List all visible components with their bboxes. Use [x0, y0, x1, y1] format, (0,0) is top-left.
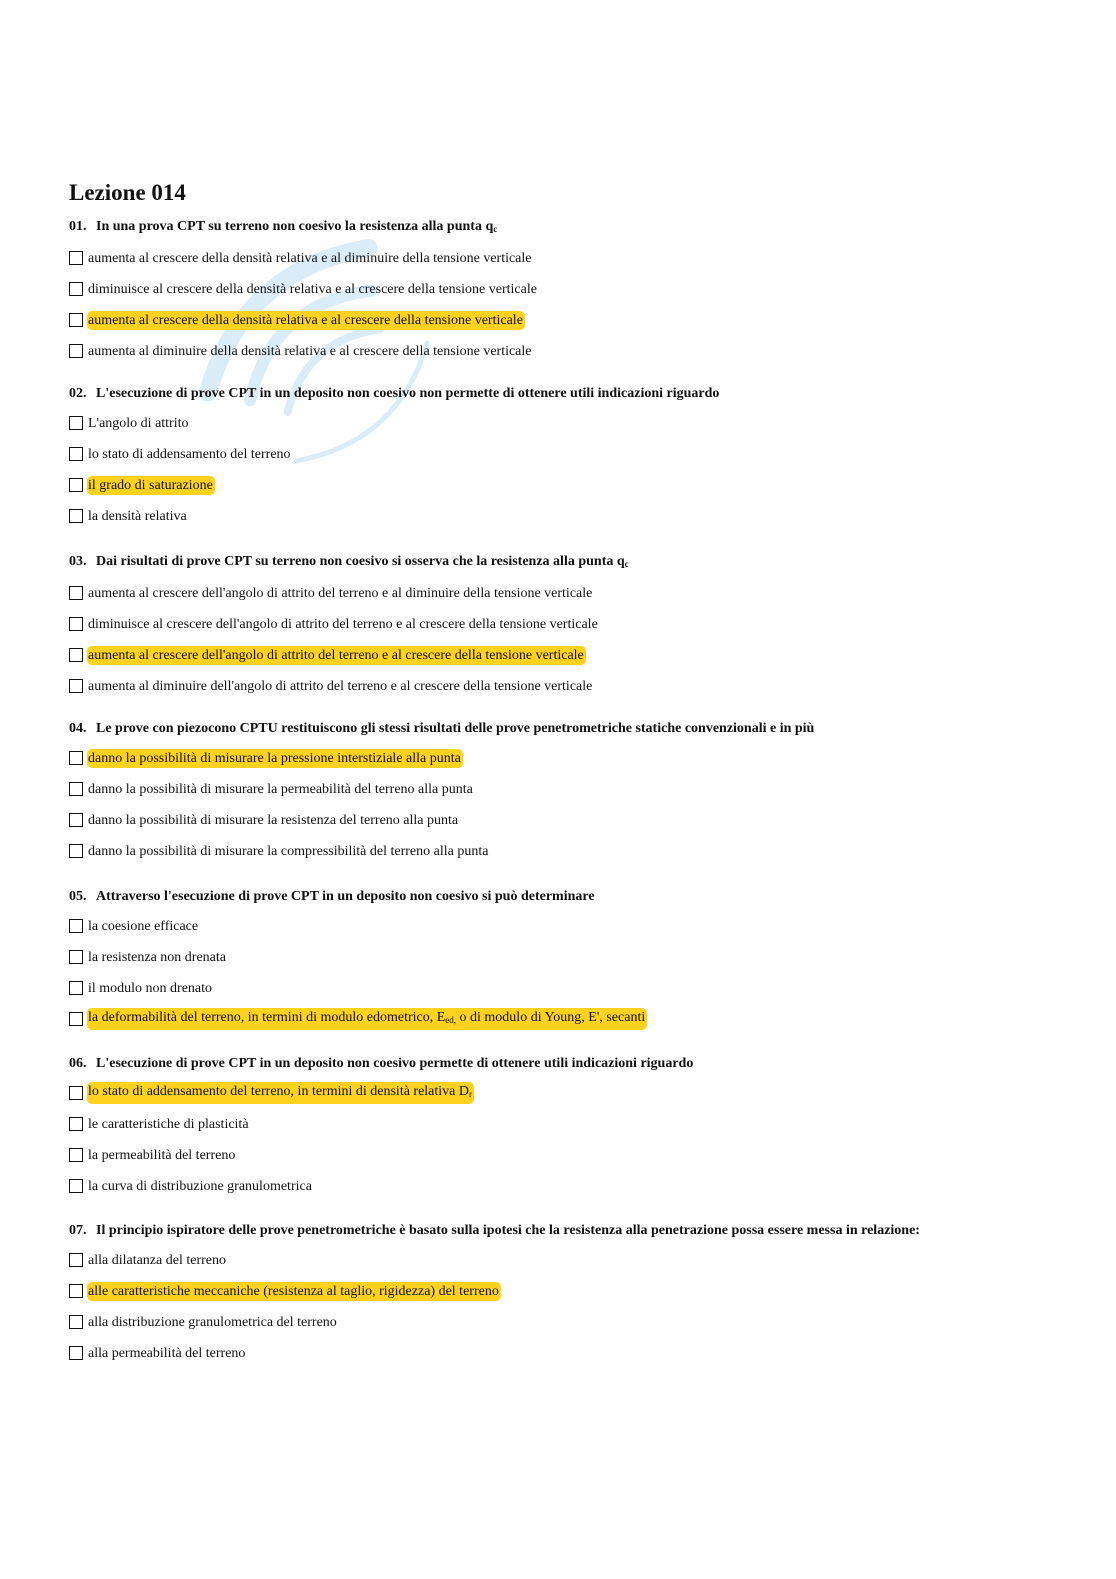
question-text [69, 218, 1069, 238]
question-07 [69, 1222, 1069, 1363]
answer-label: la permeabilità del terreno [88, 1147, 236, 1163]
question-01 [69, 218, 1069, 361]
answer-label: danno la possibilità di misurare la pressione interstiziale alla punta [88, 750, 461, 766]
question-label: Il principio ispiratore delle prove penetrometriche è basato sulla ipotesi che la resistenza alla penetrazione possa essere messa in relazione: [96, 1223, 920, 1238]
answer-label: aumenta al diminuire della densità relativa e al crescere della tensione verticale [88, 343, 532, 359]
checkbox[interactable] [69, 813, 83, 827]
answer-option[interactable] [69, 779, 1069, 799]
answer-label: la curva di distribuzione granulometrica [88, 1178, 312, 1194]
answer-option[interactable] [69, 279, 1069, 299]
answer-label: alla distribuzione granulometrica del terreno [88, 1314, 337, 1330]
answer-label [87, 1008, 647, 1030]
question-text [69, 553, 1069, 573]
question-number: 06. [69, 1056, 87, 1071]
checkbox[interactable] [69, 282, 83, 296]
answer-label: diminuisce al crescere dell'angolo di attrito del terreno e al crescere della tensione verticale [88, 616, 598, 632]
answer-option[interactable] [69, 1114, 1069, 1134]
subscript: c [624, 559, 629, 569]
checkbox[interactable] [69, 251, 83, 265]
answer-option[interactable] [69, 676, 1069, 696]
subscript: c [493, 224, 498, 234]
checkbox[interactable] [69, 950, 83, 964]
answer-option[interactable] [69, 1343, 1069, 1363]
answer-label: L'angolo di attrito [88, 415, 189, 431]
answer-option-highlighted[interactable] [69, 645, 1069, 665]
checkbox[interactable] [69, 1179, 83, 1193]
answer-option[interactable] [69, 341, 1069, 361]
answer-text: la deformabilità del terreno, in termini di modulo edometrico, E [88, 1010, 446, 1025]
checkbox[interactable] [69, 1086, 83, 1100]
answer-label: danno la possibilità di misurare la resistenza del terreno alla punta [88, 812, 459, 828]
answer-option[interactable] [69, 810, 1069, 830]
question-text [69, 720, 1069, 738]
answer-option[interactable] [69, 947, 1069, 967]
lesson-title: Lezione 014 [69, 180, 186, 205]
answer-option[interactable] [69, 916, 1069, 936]
question-label: Attraverso l'esecuzione di prove CPT in un deposito non coesivo si può determinare [96, 889, 595, 904]
checkbox[interactable] [69, 981, 83, 995]
question-03 [69, 553, 1069, 696]
checkbox[interactable] [69, 447, 83, 461]
answer-option[interactable] [69, 1312, 1069, 1332]
checkbox[interactable] [69, 648, 83, 662]
answer-label: danno la possibilità di misurare la compressibilità del terreno alla punta [88, 843, 489, 859]
answer-label: la coesione efficace [88, 918, 199, 934]
checkbox[interactable] [69, 617, 83, 631]
answer-label: il modulo non drenato [88, 980, 213, 996]
answer-option-highlighted[interactable] [69, 1009, 1069, 1029]
answer-label: la resistenza non drenata [88, 949, 226, 965]
checkbox[interactable] [69, 1012, 83, 1026]
answer-option[interactable] [69, 841, 1069, 861]
question-text [69, 1055, 1069, 1073]
answer-label: il grado di saturazione [88, 477, 213, 493]
answer-option-highlighted[interactable] [69, 310, 1069, 330]
question-text [69, 1222, 1069, 1240]
question-number: 04. [69, 721, 87, 736]
answer-label: alla dilatanza del terreno [88, 1252, 226, 1268]
question-02 [69, 385, 1069, 526]
answer-label: aumenta al crescere dell'angolo di attrito del terreno e al crescere della tensione verticale [88, 647, 584, 663]
question-text [69, 888, 1069, 906]
question-label: L'esecuzione di prove CPT in un deposito non coesivo permette di ottenere utili indicazioni riguardo [96, 1056, 694, 1071]
checkbox[interactable] [69, 478, 83, 492]
question-text [69, 385, 1069, 403]
answer-option[interactable] [69, 1176, 1069, 1196]
answer-text-after: o di modulo di Young, E', secanti [456, 1010, 646, 1025]
checkbox[interactable] [69, 313, 83, 327]
subscript: ed, [445, 1015, 457, 1025]
subscript: r [469, 1089, 473, 1099]
answer-label: aumenta al crescere dell'angolo di attrito del terreno e al diminuire della tensione verticale [88, 585, 593, 601]
checkbox[interactable] [69, 1117, 83, 1131]
checkbox[interactable] [69, 844, 83, 858]
answer-label: alle caratteristiche meccaniche (resistenza al taglio, rigidezza) del terreno [88, 1283, 499, 1299]
answer-option-highlighted[interactable] [69, 1281, 1069, 1301]
checkbox[interactable] [69, 344, 83, 358]
answer-option[interactable] [69, 1145, 1069, 1165]
question-number: 01. [69, 219, 87, 234]
question-label: Dai risultati di prove CPT su terreno non coesivo si osserva che la resistenza alla punta q [96, 554, 625, 569]
answer-label: diminuisce al crescere della densità relativa e al crescere della tensione verticale [88, 281, 537, 297]
checkbox[interactable] [69, 509, 83, 523]
question-label: L'esecuzione di prove CPT in un deposito non coesivo non permette di ottenere utili indicazioni riguardo [96, 386, 720, 401]
answer-label [87, 1082, 474, 1104]
answer-label: lo stato di addensamento del terreno [88, 446, 291, 462]
answer-label: la densità relativa [88, 508, 187, 524]
question-label: Le prove con piezocono CPTU restituiscono gli stessi risultati delle prove penetrometriche statiche convenzionali e in più [96, 721, 815, 736]
checkbox[interactable] [69, 1346, 83, 1360]
answer-label: aumenta al crescere della densità relativa e al crescere della tensione verticale [88, 312, 523, 328]
question-label: In una prova CPT su terreno non coesivo la resistenza alla punta q [96, 219, 494, 234]
answer-label: aumenta al diminuire dell'angolo di attrito del terreno e al crescere della tensione verticale [88, 678, 593, 694]
checkbox[interactable] [69, 586, 83, 600]
answer-option-highlighted[interactable] [69, 748, 1069, 768]
answer-option[interactable] [69, 583, 1069, 603]
checkbox[interactable] [69, 782, 83, 796]
question-05 [69, 888, 1069, 1029]
answer-label: danno la possibilità di misurare la permeabilità del terreno alla punta [88, 781, 473, 797]
answer-label: aumenta al crescere della densità relativa e al diminuire della tensione verticale [88, 250, 532, 266]
answer-option[interactable] [69, 413, 1069, 433]
answer-option[interactable] [69, 1250, 1069, 1270]
checkbox[interactable] [69, 416, 83, 430]
checkbox[interactable] [69, 751, 83, 765]
question-number: 05. [69, 889, 87, 904]
answer-option-highlighted[interactable] [69, 1083, 1069, 1103]
question-number: 03. [69, 554, 87, 569]
answer-option[interactable] [69, 978, 1069, 998]
checkbox[interactable] [69, 919, 83, 933]
question-06 [69, 1055, 1069, 1196]
question-04 [69, 720, 1069, 861]
checkbox[interactable] [69, 1284, 83, 1298]
answer-option[interactable] [69, 444, 1069, 464]
answer-option[interactable] [69, 248, 1069, 268]
checkbox[interactable] [69, 1253, 83, 1267]
answer-label: le caratteristiche di plasticità [88, 1116, 249, 1132]
question-number: 02. [69, 386, 87, 401]
answer-label: alla permeabilità del terreno [88, 1345, 246, 1361]
answer-text: lo stato di addensamento del terreno, in termini di densità relativa D [88, 1084, 470, 1099]
answer-option[interactable] [69, 614, 1069, 634]
checkbox[interactable] [69, 679, 83, 693]
question-number: 07. [69, 1223, 87, 1238]
checkbox[interactable] [69, 1148, 83, 1162]
answer-option[interactable] [69, 506, 1069, 526]
answer-option-highlighted[interactable] [69, 475, 1069, 495]
checkbox[interactable] [69, 1315, 83, 1329]
